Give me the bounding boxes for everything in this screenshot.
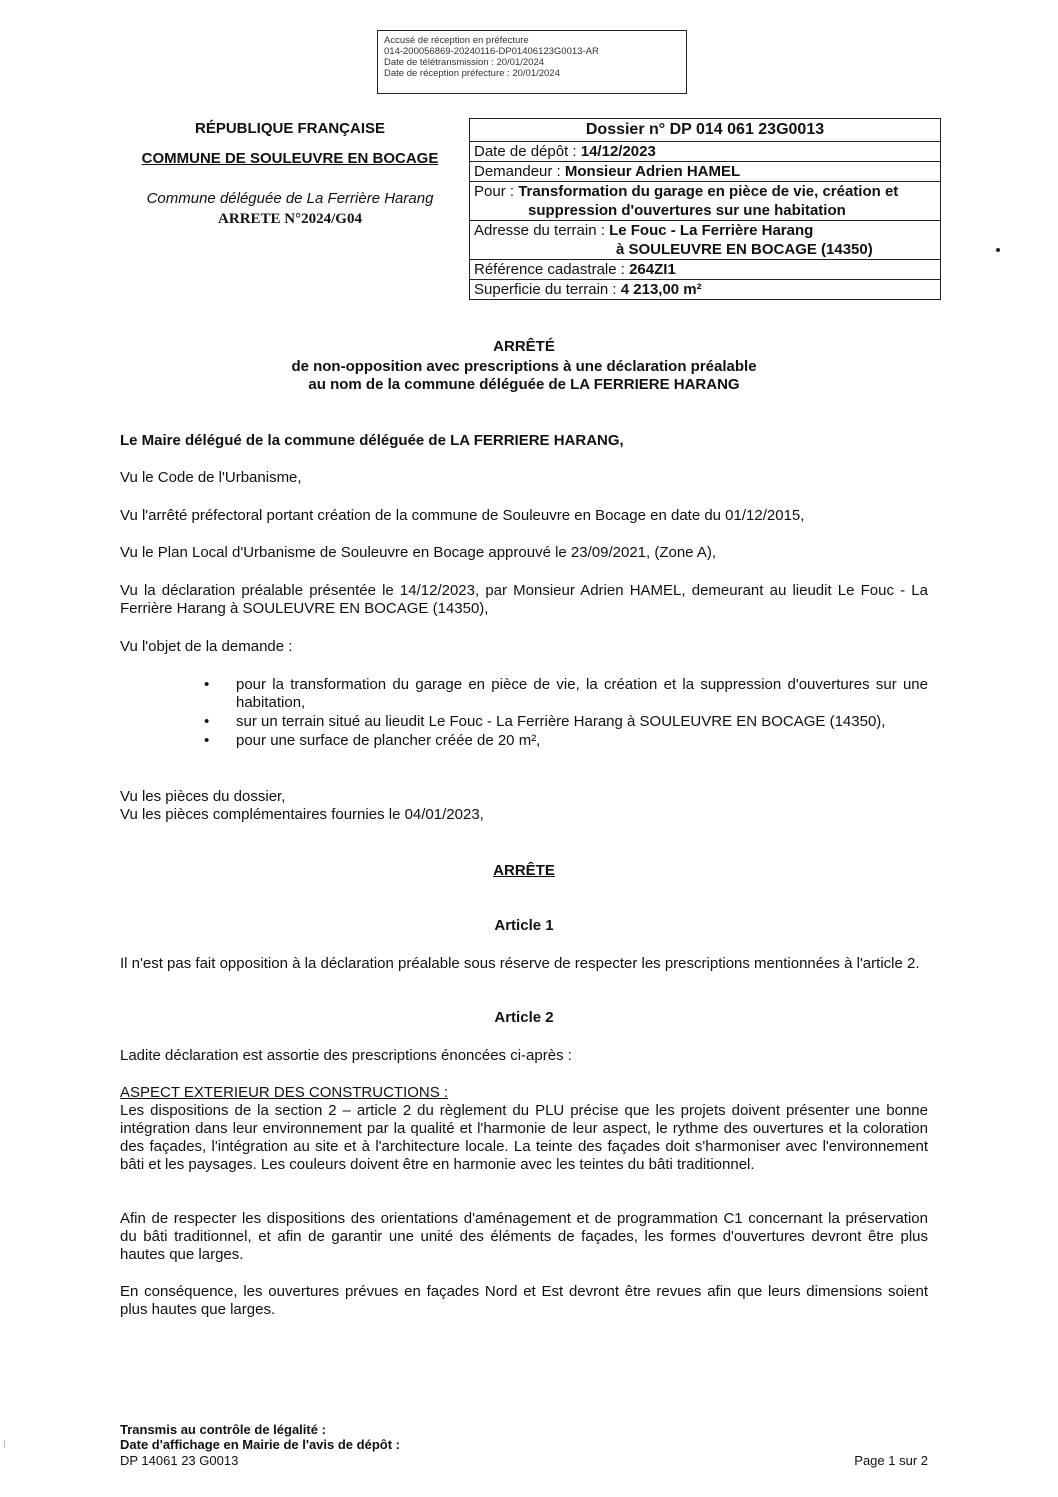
dossier-row-cadastre [470,259,940,279]
stamp-line: Date de réception préfecture : 20/01/2024 [384,68,560,79]
scan-speck [996,248,1000,252]
commune-heading: COMMUNE DE SOULEUVRE EN BOCAGE [141,150,439,167]
dossier-title: Dossier n° DP 014 061 23G0013 [585,121,825,138]
dossier-info-box [469,118,941,300]
stamp-line: Date de télétransmission : 20/01/2024 [384,57,545,68]
footer-affichage: Date d'affichage en Mairie de l'avis de dépôt : [120,1437,400,1452]
commune-deleguee: Commune déléguée de La Ferrière Harang [146,190,434,207]
dossier-row-superficie [470,279,940,299]
document-subtitle-1: de non-opposition avec prescriptions à une déclaration préalable [291,358,757,375]
pour-value-2: suppression d'ouvertures sur une habitation [528,202,846,219]
dossier-row-adresse [470,220,940,259]
aspect-paragraph-1: Les dispositions de la section 2 – article 2 du règlement du PLU précise que les projets doivent présenter une bonne intégration dans leur environnement par la qualité et l'harmonie de leur aspect, le rythme des ouvertures et la coloration des façades, l'intégration au site et à l'architecture locale. La teinte des façades doit s'harmoniser avec l'environnement bâti et les paysages. Les couleurs doivent être en harmonie avec les teintes du bâti traditionnel. [120,1102,928,1173]
aspect-heading: ASPECT EXTERIEUR DES CONSTRUCTIONS : [120,1084,449,1101]
pour-label: Pour : [474,183,519,200]
footer-transmis: Transmis au contrôle de légalité : [120,1422,326,1437]
prefecture-receipt-stamp [377,30,687,94]
aspect-paragraph-3: En conséquence, les ouvertures prévues en façades Nord et Est devront être revues afin que leurs dimensions soient plus hautes que larges. [120,1283,928,1318]
pour-value-1: Transformation du garage en pièce de vie, création et [518,183,899,200]
document-subtitle-2: au nom de la commune déléguée de LA FERRIERE HARANG [308,376,740,393]
article-2-title: Article 2 [494,1009,554,1026]
scan-mark [4,1440,5,1448]
adresse-value-1: Le Fouc - La Ferrière Harang [609,222,814,239]
arrete-heading: ARRÊTE [493,862,555,879]
arrete-number: ARRETE N°2024/G04 [218,211,362,227]
dossier-row-depot [470,141,940,161]
depot-value: 14/12/2023 [580,143,656,160]
stamp-line: 014-200056869-20240116-DP01406123G0013-AR [384,46,599,57]
cadastre-value: 264ZI1 [629,261,676,278]
vu-declaration: Vu la déclaration préalable présentée le 14/12/2023, par Monsieur Adrien HAMEL, demeurant au lieudit Le Fouc - La Ferrière Harang à SOULEUVRE EN BOCAGE (14350), [120,582,928,617]
document-title: ARRÊTÉ [493,338,555,355]
adresse-value-2: à SOULEUVRE EN BOCAGE (14350) [616,241,873,258]
stamp-line: Accusé de réception en préfecture [384,35,529,46]
vu-plu: Vu le Plan Local d'Urbanisme de Souleuvre en Bocage approuvé le 23/09/2021, (Zone A), [120,544,717,561]
footer-dossier-ref: DP 14061 23 G0013 [120,1453,239,1468]
vu-pieces-complementaires: Vu les pièces complémentaires fournies le 04/01/2023, [120,806,484,823]
article-2-intro: Ladite déclaration est assortie des prescriptions énoncées ci-après : [120,1047,572,1064]
vu-objet: Vu l'objet de la demande : [120,638,293,655]
list-item: • sur un terrain situé au lieudit Le Fouc - La Ferrière Harang à SOULEUVRE EN BOCAGE (14350), [204,713,886,730]
page-number: Page 1 sur 2 [854,1453,928,1468]
superficie-label: Superficie du terrain : [474,281,621,298]
vu-pieces: Vu les pièces du dossier, [120,788,286,805]
aspect-paragraph-2: Afin de respecter les dispositions des orientations d'aménagement et de programmation C1 concernant la préservation du bâti traditionnel, et afin de garantir une unité des éléments de façades, les formes d'ouvertures devront être plus hautes que larges. [120,1210,928,1263]
demandeur-value: Monsieur Adrien HAMEL [564,163,741,180]
list-item: • pour la transformation du garage en pièce de vie, la création et la suppression d'ouvertures sur une habitation, [204,676,928,711]
adresse-label: Adresse du terrain : [474,222,610,239]
dossier-row-demandeur [470,161,940,181]
objet-list [200,676,928,751]
depot-label: Date de dépôt : [474,143,581,160]
republic-heading: RÉPUBLIQUE FRANÇAISE [194,120,385,137]
vu-arrete-prefectoral: Vu l'arrêté préfectoral portant création de la commune de Souleuvre en Bocage en date du 01/12/2015, [120,507,805,524]
article-1-title: Article 1 [494,917,554,934]
superficie-value: 4 213,00 m² [620,281,702,298]
demandeur-label: Demandeur : [474,163,565,180]
dossier-row-pour [470,181,940,220]
article-1-text: Il n'est pas fait opposition à la déclaration préalable sous réserve de respecter les prescriptions mentionnées à l'article 2. [120,955,920,972]
list-item: • pour une surface de plancher créée de 20 m², [204,732,541,749]
cadastre-label: Référence cadastrale : [474,261,630,278]
vu-code-urbanisme: Vu le Code de l'Urbanisme, [120,469,302,486]
maire-statement: Le Maire délégué de la commune déléguée de LA FERRIERE HARANG, [120,432,624,449]
